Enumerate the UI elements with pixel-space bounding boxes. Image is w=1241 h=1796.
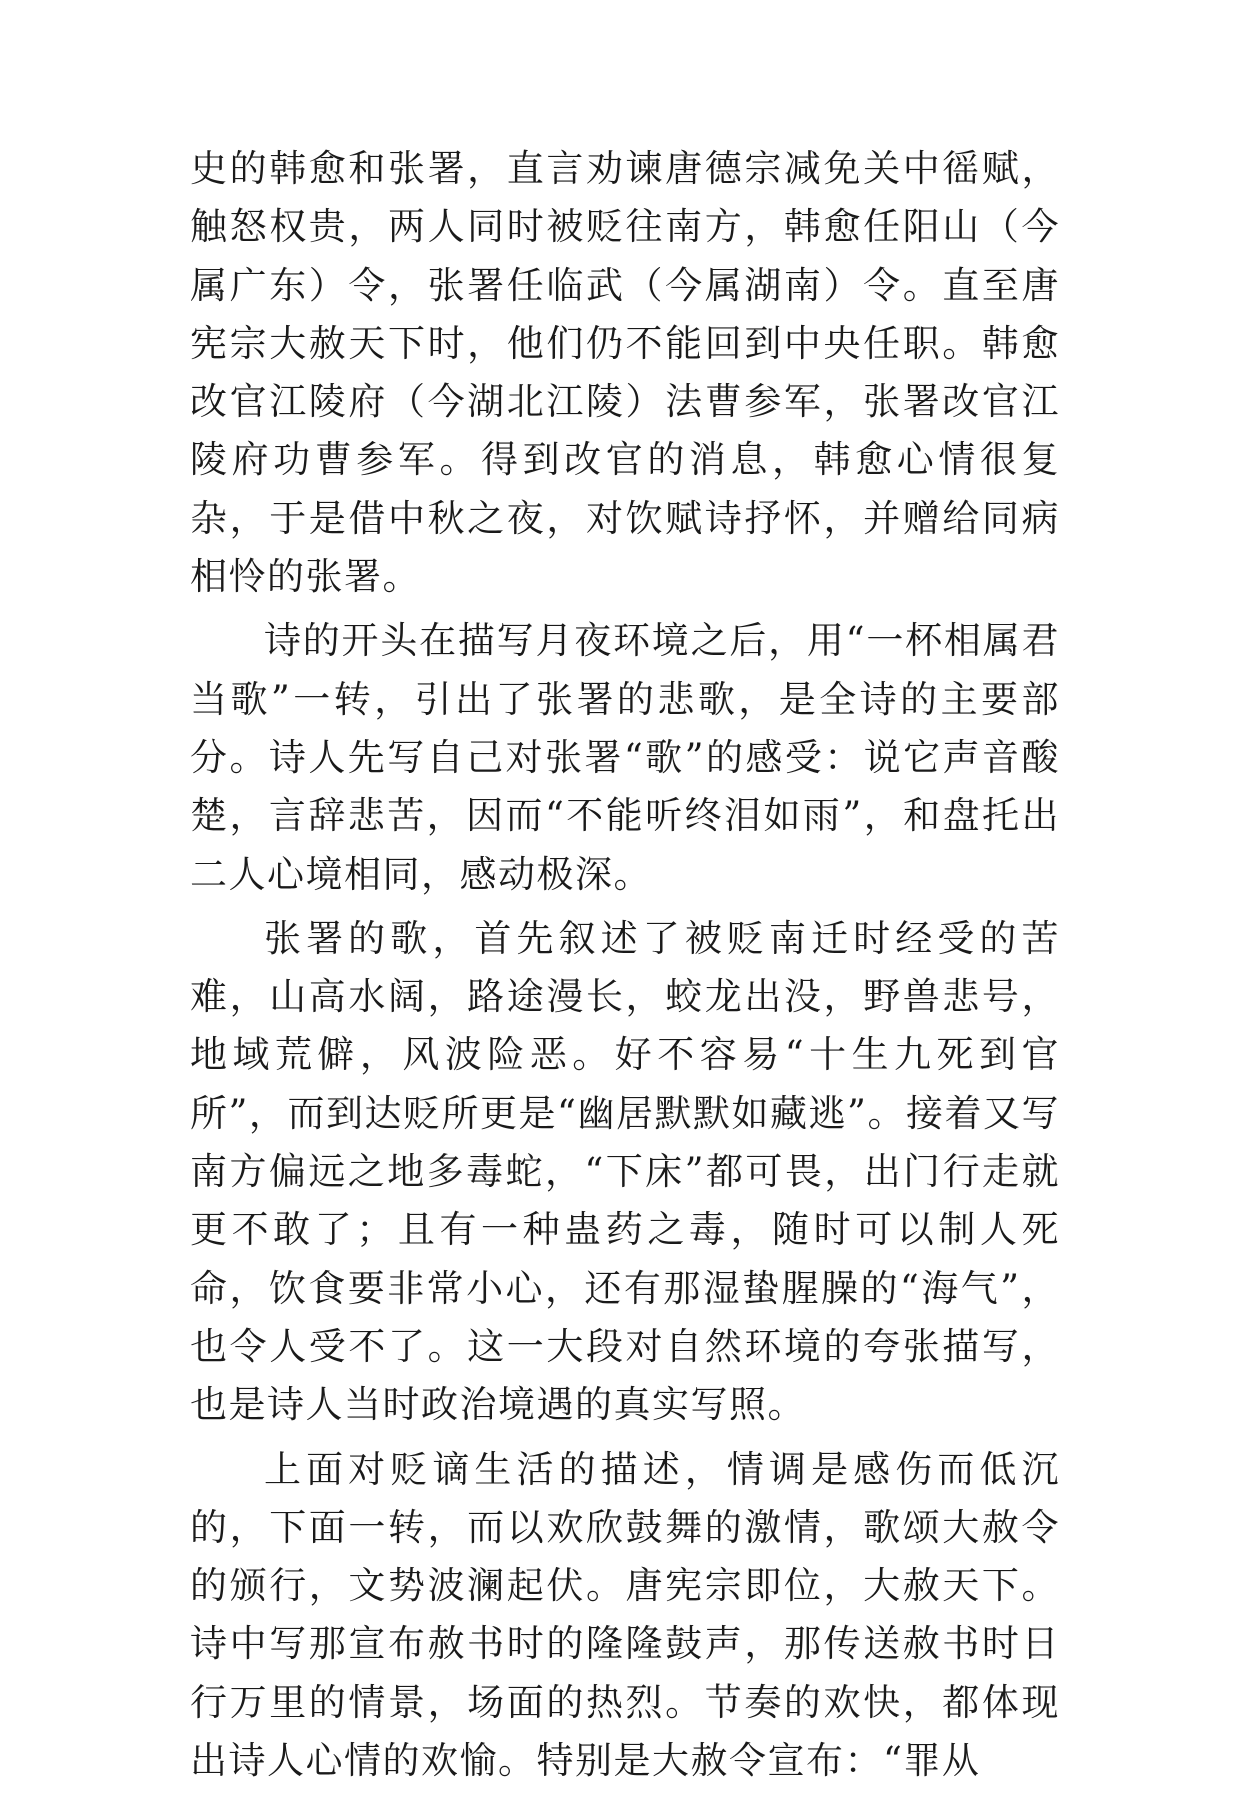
paragraph-amnesty: 上面对贬谪生活的描述，情调是感伤而低沉的，下面一转，而以欢欣鼓舞的激情，歌颂大赦令的颁行，文势波澜起伏。唐宪宗即位，大赦天下。诗中写那宣布赦书时的隆隆鼓声，那传送赦书时日行万里的情景，场面的热烈。节奏的欢快，都体现出诗人心情的欢愉。特别是大赦令宣布：“罪从 — [190, 1447, 1060, 1783]
paragraph-continued: 史的韩愈和张署，直言劝谏唐德宗减免关中徭赋，触怒权贵，两人同时被贬往南方，韩愈任阳山（今属广东）令，张署任临武（今属湖南）令。直至唐宪宗大赦天下时，他们仍不能回到中央任职。韩愈改官江陵府（今湖北江陵）法曹参军，张署改官江陵府功曹参军。得到改官的消息，韩愈心情很复杂，于是借中秋之夜，对饮赋诗抒怀，并赠给同病相怜的张署。 — [190, 147, 1060, 599]
document-page — [190, 140, 1060, 1796]
paragraph-zhangshu-song: 张署的歌，首先叙述了被贬南迁时经受的苦难，山高水阔，路途漫长，蛟龙出没，野兽悲号，地域荒僻，风波险恶。好不容易“十生九死到官所”，而到达贬所更是“幽居默默如藏逃”。接着又写南方偏远之地多毒蛇，“下床”都可畏，出门行走就更不敢了；且有一种蛊药之毒，随时可以制人死命，饮食要非常小心，还有那湿蛰腥臊的“海气”，也令人受不了。这一大段对自然环境的夸张描写，也是诗人当时政治境遇的真实写照。 — [190, 916, 1060, 1427]
paragraph-poem-opening: 诗的开头在描写月夜环境之后，用“一杯相属君当歌”一转，引出了张署的悲歌，是全诗的主要部分。诗人先写自己对张署“歌”的感受：说它声音酸楚，言辞悲苦，因而“不能听终泪如雨”，和盘托出二人心境相同，感动极深。 — [190, 619, 1060, 896]
